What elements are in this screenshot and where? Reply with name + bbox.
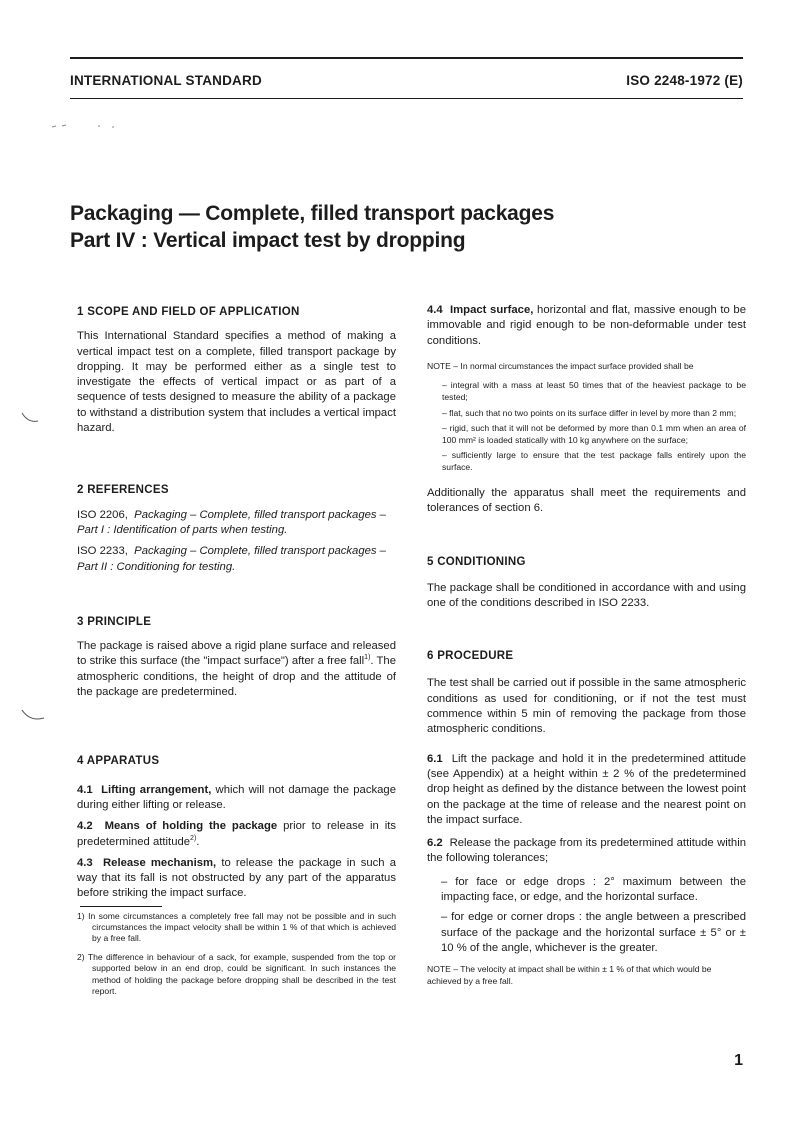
clause-number: 4.2 [77,820,93,833]
clause-number: 6.1 [427,752,443,765]
note-item: – sufficiently large to ensure that the test package falls entirely upon the surface. [442,450,746,473]
clause-number: 6.2 [427,837,443,850]
note-item: – integral with a mass at least 50 times that of the heaviest package to be tested; [442,380,746,403]
clause-term: Release mechanism, [103,856,217,869]
reference-number: ISO 2233, [77,545,128,558]
title-line-2: Part IV : Vertical impact test by dropping [70,229,466,252]
clause-text: which will not damage the package during either lifting or release. [77,783,396,811]
section-6-heading: 6 PROCEDURE [427,650,514,663]
clause-number: 4.4 [427,304,443,316]
clause-4-1 [77,783,396,814]
section-3-text-a: The package is raised above a rigid plane surface and released to strike this surface (the "impact surface") after a free fall [77,640,396,668]
scan-speck-mark [50,122,120,130]
section-1-heading: 1 SCOPE AND FIELD OF APPLICATION [77,306,300,318]
margin-mark-lower [20,708,46,724]
section-3-heading: 3 PRINCIPLE [77,615,152,628]
note-item: – rigid, such that it will not be deformed by more than 0.1 mm when an area of 100 mm² is loaded statically with 10 kg anywhere on the surface; [442,423,746,445]
tolerance-item: – for edge or corner drops : the angle between a prescribed surface of the package and the horizontal surface ± 5° or ± 10 % of the angle, whichever is the greater. [441,911,746,954]
footnote-1: 1) In some circumstances a completely free fall may not be possible and in such circumstances the impact velocity shall be within 1 % of that which is achieved by a free fall. [77,910,396,943]
clause-end: . [196,835,200,848]
section-5-text: The package shall be conditioned in accordance with and using one of the conditions described in ISO 2233. [427,581,746,609]
top-rule [70,57,743,59]
reference-iso-2233 [77,544,396,575]
reference-title: Packaging – Complete, filled transport packages – Part I : Identification of parts when testing. [77,508,386,536]
clause-term: Means of holding the package [104,820,278,833]
section-5-heading: 5 CONDITIONING [427,556,526,569]
section-3-text [77,639,396,700]
clause-text: prior to release in its predetermined attitude [77,820,397,848]
section-3-text-b: . The atmospheric conditions, the height of drop and the attitude of the package are predetermined. [77,655,396,699]
note-item: – flat, such that no two points on its surface differ in level by more than 2 mm; [442,407,737,418]
header-left: INTERNATIONAL STANDARD [70,73,262,88]
reference-title: Packaging – Complete, filled transport packages – Part II : Conditioning for testing. [77,545,386,573]
section-6-text: The test shall be carried out if possible in the same atmospheric conditions as used for conditioning, or if not the test must commence within 5 min of removing the package from those atmospheric conditions. [427,677,746,736]
right-column [427,303,746,987]
clause-6-1 [427,752,746,828]
title-line-1: Packaging — Complete, filled transport packages [70,202,555,225]
left-column [77,305,396,997]
footnote-ref-2: 2) [190,834,197,842]
header-rule [70,98,743,99]
footnote-2: 2) The difference in behaviour of a sack, for example, suspended from the top or supported below in an end drop, could be significant. In such instances the method of holding the package before dropping shall be described in the test report. [77,952,396,996]
document-title [70,200,554,254]
clause-6-2 [427,836,746,867]
velocity-note: NOTE – The velocity at impact shall be within ± 1 % of that which would be achieved by a free fall. [427,964,712,986]
clause-4-2 [77,819,396,850]
additional-requirements: Additionally the apparatus shall meet the requirements and tolerances of section 6. [427,486,746,514]
section-1-text: This International Standard specifies a method of making a vertical impact test on a complete, filled transport package by dropping. It may be performed either as a single test to investigate the effects of vertical impact or as part of a sequence of tests designed to measure the ability of a package to withstand a distribution system that includes a vertical impact hazard. [77,330,396,435]
note-intro: NOTE – In normal circumstances the impact surface provided shall be [427,360,694,371]
page-number: 1 [734,1052,743,1069]
clause-term: Impact surface, [450,304,534,316]
section-2-heading: 2 REFERENCES [77,484,169,497]
reference-number: ISO 2206, [77,508,128,521]
reference-iso-2206 [77,508,396,539]
footnote-rule [80,906,162,907]
clause-4-3 [77,856,396,902]
clause-text: Release the package from its predetermined attitude within the following tolerances; [427,837,747,865]
clause-text: Lift the package and hold it in the predetermined attitude (see Appendix) at a height within ± 2 % of the predetermined drop height as defined by the distance between the lowest point on the package at the time of release and the nearest point on the impact surface. [427,752,746,826]
clause-text: horizontal and flat, massive enough to be immovable and rigid enough to be non-deformable under test conditions. [427,304,746,347]
clause-number: 4.3 [77,856,93,869]
clause-text: to release the package in such a way that its fall is not obstructed by any part of the apparatus before striking the impact surface. [77,856,397,900]
footnote-ref-1: 1) [364,654,371,662]
clause-term: Lifting arrangement, [101,783,212,796]
clause-number: 4.1 [77,783,93,796]
margin-mark-upper [20,410,40,426]
header-right: ISO 2248-1972 (E) [626,73,743,88]
clause-4-4 [427,303,746,349]
section-4-heading: 4 APPARATUS [77,755,160,768]
tolerance-item: – for face or edge drops : 2° maximum between the impacting face, or edge, and the horizontal surface. [441,875,746,903]
